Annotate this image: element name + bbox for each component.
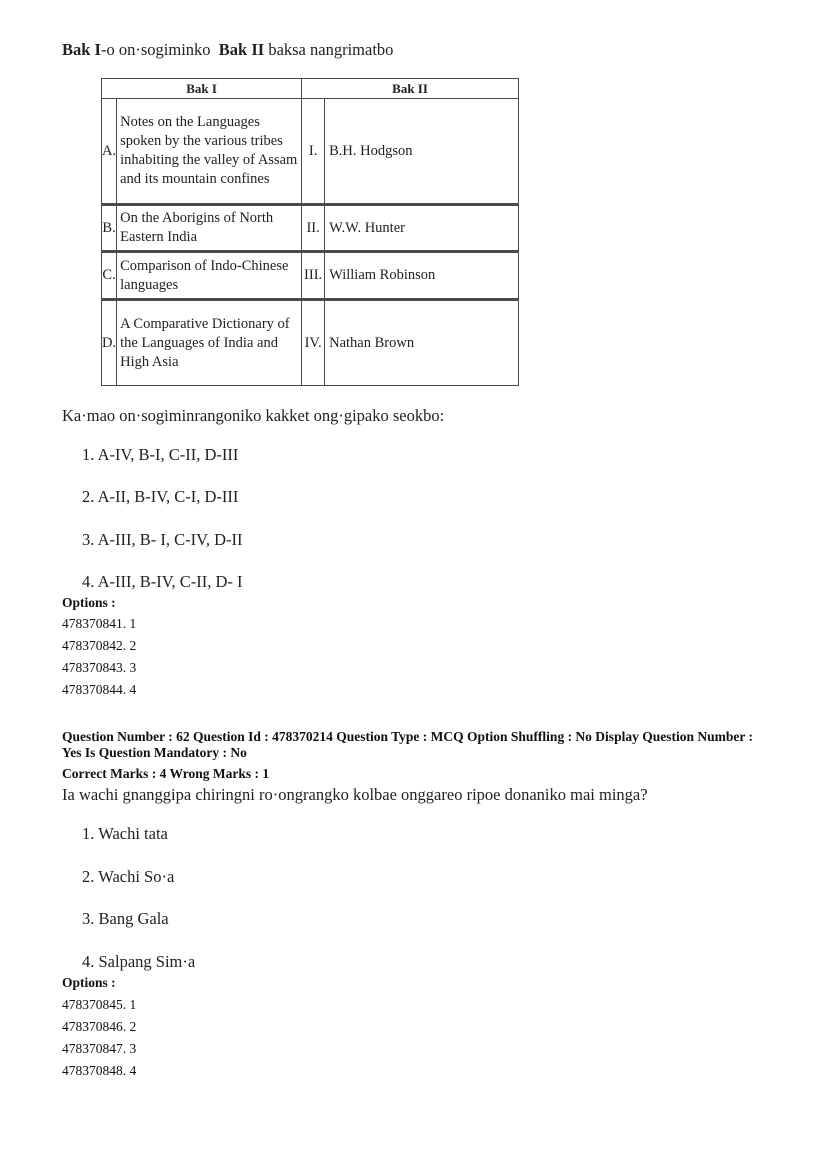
q62-meta: Question Number : 62 Question Id : 478370214 Question Type : MCQ Option Shuffling : No Display Question Number : Yes Is Question Mandatory : No — [62, 729, 753, 760]
q62-options-label: Options : — [62, 975, 116, 990]
q62-option-id-3: 478370847. 3 — [62, 1041, 137, 1056]
row-roman: I. — [302, 99, 325, 205]
row-roman: III. — [302, 252, 325, 300]
row-desc: Notes on the Languages spoken by the various tribes inhabiting the valley of Assam and its mountain confines — [117, 99, 302, 205]
q62-option-id-4: 478370848. 4 — [62, 1063, 137, 1078]
q62-option-id-1: 478370845. 1 — [62, 997, 137, 1012]
table-row — [102, 99, 519, 205]
q62-option-id-2: 478370846. 2 — [62, 1019, 137, 1034]
q61-choice-3: 3. A-III, B- I, C-IV, D-II — [82, 530, 243, 549]
q62-marks: Correct Marks : 4 Wrong Marks : 1 — [62, 766, 270, 781]
q61-option-id-4: 478370844. 4 — [62, 682, 137, 697]
table-row — [102, 252, 519, 300]
q61-choice-1: 1. A-IV, B-I, C-II, D-III — [82, 445, 239, 464]
header-bak1: Bak I — [102, 79, 302, 99]
instruction-end: baksa nangrimatbo — [268, 40, 394, 59]
row-roman: II. — [302, 205, 325, 252]
match-table — [101, 78, 519, 386]
q61-options-label: Options : — [62, 595, 116, 610]
row-desc: Comparison of Indo-Chinese languages — [117, 252, 302, 300]
q62-choice-1: 1. Wachi tata — [82, 824, 168, 843]
q61-choice-2: 2. A-II, B-IV, C-I, D-III — [82, 487, 239, 506]
row-letter: D. — [102, 300, 117, 386]
q61-prompt: Ka·mao on·sogiminrangoniko kakket ong·gipako seokbo: — [62, 406, 445, 425]
instruction-bak1: Bak I — [62, 40, 101, 59]
row-letter: B. — [102, 205, 117, 252]
row-letter: C. — [102, 252, 117, 300]
row-name: B.H. Hodgson — [325, 99, 519, 205]
row-roman: IV. — [302, 300, 325, 386]
q62-choice-2: 2. Wachi So·a — [82, 867, 175, 886]
q62-choice-4: 4. Salpang Sim·a — [82, 952, 196, 971]
match-instruction — [62, 40, 393, 60]
instruction-mid: -o on·sogiminko — [100, 40, 211, 59]
row-desc: A Comparative Dictionary of the Languages of India and High Asia — [117, 300, 302, 386]
q61-option-id-2: 478370842. 2 — [62, 638, 137, 653]
table-row — [102, 300, 519, 386]
row-name: William Robinson — [325, 252, 519, 300]
row-name: Nathan Brown — [325, 300, 519, 386]
header-bak2: Bak II — [302, 79, 519, 99]
q62-question: Ia wachi gnanggipa chiringni ro·ongrangko kolbae onggareo ripoe donaniko mai minga? — [62, 785, 648, 804]
row-name: W.W. Hunter — [325, 205, 519, 252]
q62-choice-3: 3. Bang Gala — [82, 909, 169, 928]
table-header-row — [102, 79, 519, 99]
q61-option-id-3: 478370843. 3 — [62, 660, 137, 675]
row-desc: On the Aborigins of North Eastern India — [117, 205, 302, 252]
row-letter: A. — [102, 99, 117, 205]
q61-choice-4: 4. A-III, B-IV, C-II, D- I — [82, 572, 243, 591]
table-row — [102, 205, 519, 252]
instruction-bak2: Bak II — [218, 40, 265, 59]
q61-option-id-1: 478370841. 1 — [62, 616, 137, 631]
